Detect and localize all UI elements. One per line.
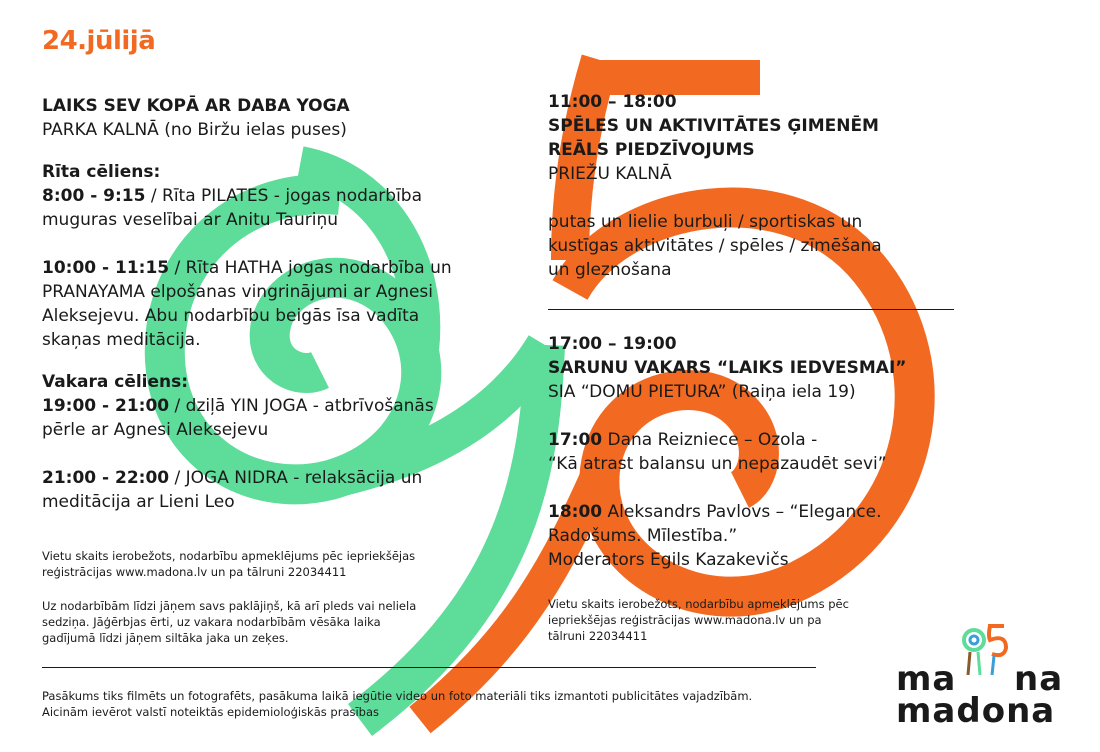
talk-time: 18:00 [548, 502, 603, 522]
talk-desc-line: Moderators Egils Kazakevičs [548, 550, 789, 570]
footer-text [42, 688, 842, 720]
note-line: reģistrācijas www.madona.lv un pa tālruni 22034411 [42, 565, 347, 579]
session-desc-line: pērle ar Agnesi Aleksejevu [42, 420, 269, 440]
logo-mark-icon [956, 620, 1016, 675]
right-column-talks [548, 332, 968, 572]
talk-desc-line: “Kā atrast balansu un nepazaudēt sevi” [548, 454, 887, 474]
note-line: Uz nodarbībām līdzi jāņem savs paklājiņš, kā arī pleds vai neliela [42, 599, 417, 613]
logo-text-line1-left: ma [896, 659, 957, 699]
talk-desc-line: Radošums. Mīlestība.” [548, 526, 738, 546]
right-column-activities [548, 90, 968, 282]
session-desc-line: Aleksejevu. Abu nodarbību beigās īsa vadīta [42, 306, 420, 326]
talk-1 [548, 428, 968, 452]
session-time: 21:00 - 22:00 [42, 468, 170, 488]
left-note-equipment [42, 598, 512, 646]
activity-desc-line: putas un lielie burbuļi / sportiskas un [548, 212, 863, 232]
activity-title: SPĒLES UN AKTIVITĀTES ĢIMENĒM [548, 116, 879, 136]
event-date: 24.jūlijā [42, 26, 156, 56]
session-desc-line: PRANAYAMA elpošanas vingrinājumi ar Agnesi [42, 282, 434, 302]
session-time: 19:00 - 21:00 [42, 396, 170, 416]
footer-line: Pasākums tiks filmēts un fotografēts, pasākuma laikā iegūtie video un foto materiāli tiks izmantoti publicitātes vajadzībām. [42, 689, 753, 703]
session-desc: / dziļā YIN JOGA - atbrīvošanās [169, 396, 434, 416]
left-column [42, 94, 512, 514]
logo-text-line2: madona [896, 691, 1056, 731]
note-line: sedziņa. Jāģērbjas ērti, uz vakara nodarbībām vēsāka laika [42, 615, 381, 629]
note-line: Vietu skaits ierobežots, nodarbību apmeklējums pēc [548, 597, 849, 611]
morning-heading: Rīta cēliens: [42, 162, 161, 182]
session-desc-line: skaņas meditācija. [42, 330, 201, 350]
logo-text-line1-right: na [1014, 659, 1064, 699]
activity-subtitle: REĀLS PIEDZĪVOJUMS [548, 140, 755, 160]
talk-time: 17:00 [548, 430, 603, 450]
talks-title: SARUNU VAKARS “LAIKS IEDVESMAI” [548, 358, 907, 378]
talk-desc: Aleksandrs Pavlovs – “Elegance. [602, 502, 882, 522]
activity-time: 11:00 – 18:00 [548, 92, 677, 112]
morning-session-2 [42, 256, 512, 280]
madona-logo [896, 620, 1076, 730]
footer-line: Aicinām ievērot valstī noteiktās epidemioloģiskās prasības [42, 705, 380, 719]
note-line: tālruni 22034411 [548, 629, 648, 643]
talks-time: 17:00 – 19:00 [548, 334, 677, 354]
evening-session-2 [42, 466, 512, 490]
note-line: Vietu skaits ierobežots, nodarbību apmeklējums pēc iepriekšējas [42, 549, 416, 563]
session-desc: / JOGA NIDRA - relaksācija un [169, 468, 423, 488]
talks-place: SIA “DOMU PIETURA” (Raiņa iela 19) [548, 382, 856, 402]
left-note-registration [42, 548, 512, 580]
talk-desc: Dana Reizniece – Ozola - [602, 430, 818, 450]
session-time: 8:00 - 9:15 [42, 186, 146, 206]
morning-session-1 [42, 184, 512, 208]
note-line: iepriekšējas reģistrācijas www.madona.lv un pa [548, 613, 822, 627]
session-time: 10:00 - 11:15 [42, 258, 170, 278]
session-desc: / Rīta PILATES - jogas nodarbība [145, 186, 423, 206]
activity-place: PRIEŽU KALNĀ [548, 164, 672, 184]
activity-desc-line: kustīgas aktivitātes / spēles / zīmēšana [548, 236, 882, 256]
note-line: gadījumā līdzi jāņem siltāka jaka un zeķes. [42, 631, 289, 645]
event-place: PARKA KALNĀ (no Biržu ielas puses) [42, 120, 347, 140]
footer-divider [42, 667, 816, 668]
session-desc: / Rīta HATHA jogas nodarbība un [169, 258, 452, 278]
right-divider [548, 309, 954, 310]
activity-desc-line: un gleznošana [548, 260, 672, 280]
evening-heading: Vakara cēliens: [42, 372, 189, 392]
session-desc-line: meditācija ar Lieni Leo [42, 492, 235, 512]
event-title: LAIKS SEV KOPĀ AR DABA YOGA [42, 96, 350, 116]
talk-2 [548, 500, 968, 524]
evening-session-1 [42, 394, 512, 418]
session-desc-line: muguras veselībai ar Anitu Tauriņu [42, 210, 338, 230]
